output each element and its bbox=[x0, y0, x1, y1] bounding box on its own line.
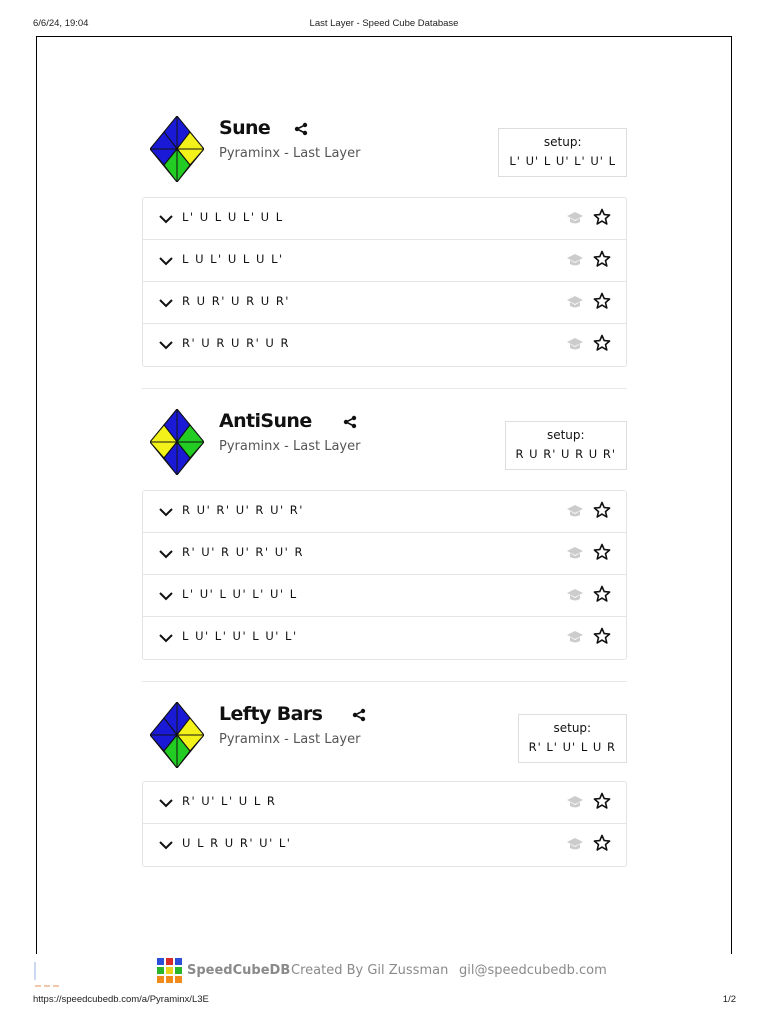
setup-box bbox=[518, 714, 627, 763]
star-icon[interactable] bbox=[593, 334, 611, 352]
setup-alg: L' U' L U' L' U' L bbox=[509, 154, 616, 168]
setup-box bbox=[498, 128, 627, 177]
graduation-cap-icon[interactable] bbox=[566, 795, 584, 809]
alg-text: U L R U R' U' L' bbox=[182, 836, 292, 850]
alg-row[interactable] bbox=[143, 824, 626, 866]
set-header bbox=[142, 116, 627, 186]
alg-list bbox=[142, 490, 627, 660]
print-page-number: 1/2 bbox=[722, 994, 736, 1005]
graduation-cap-icon[interactable] bbox=[566, 295, 584, 309]
graduation-cap-icon[interactable] bbox=[566, 630, 584, 644]
star-icon[interactable] bbox=[593, 250, 611, 268]
alg-set-antisune bbox=[142, 409, 627, 643]
graduation-cap-icon[interactable] bbox=[566, 211, 584, 225]
alg-text: R U' R' U' R U' R' bbox=[182, 503, 304, 517]
alg-row[interactable] bbox=[143, 198, 626, 240]
section-divider bbox=[142, 388, 627, 389]
alg-text: R' U' L' U L R bbox=[182, 794, 277, 808]
alg-row[interactable] bbox=[143, 282, 626, 324]
alg-row[interactable] bbox=[143, 575, 626, 617]
alg-row[interactable] bbox=[143, 324, 626, 366]
setup-label: setup: bbox=[546, 428, 585, 442]
alg-list bbox=[142, 781, 627, 867]
set-title: Lefty Bars bbox=[219, 703, 323, 725]
print-title: Last Layer - Speed Cube Database bbox=[309, 18, 459, 29]
star-icon[interactable] bbox=[593, 585, 611, 603]
chevron-down-icon[interactable] bbox=[159, 548, 173, 560]
speedcubedb-logo-icon[interactable] bbox=[157, 958, 182, 983]
alg-text: L U L' U L U L' bbox=[182, 252, 284, 266]
chevron-down-icon[interactable] bbox=[159, 297, 173, 309]
alg-set-sune bbox=[142, 116, 627, 350]
pyraminx-icon bbox=[150, 409, 204, 475]
chevron-down-icon[interactable] bbox=[159, 506, 173, 518]
chevron-down-icon[interactable] bbox=[159, 255, 173, 267]
alg-text: L' U' L U' L' U' L bbox=[182, 587, 298, 601]
print-header bbox=[0, 18, 768, 32]
star-icon[interactable] bbox=[593, 208, 611, 226]
alg-row[interactable] bbox=[143, 491, 626, 533]
alg-row[interactable] bbox=[143, 533, 626, 575]
alg-text: L U' L' U' L U' L' bbox=[182, 629, 298, 643]
chevron-down-icon[interactable] bbox=[159, 632, 173, 644]
setup-box bbox=[505, 421, 627, 470]
brand-credit: Created By Gil Zussman bbox=[291, 963, 449, 978]
alg-text: R' U' R U' R' U' R bbox=[182, 545, 304, 559]
set-header bbox=[142, 702, 627, 772]
setup-label: setup: bbox=[543, 135, 582, 149]
alg-row[interactable] bbox=[143, 782, 626, 824]
alg-text: R' U R U R' U R bbox=[182, 336, 290, 350]
graduation-cap-icon[interactable] bbox=[566, 546, 584, 560]
section-divider bbox=[142, 681, 627, 682]
graduation-cap-icon[interactable] bbox=[566, 504, 584, 518]
share-icon[interactable] bbox=[343, 415, 357, 429]
chevron-down-icon[interactable] bbox=[159, 590, 173, 602]
share-icon[interactable] bbox=[294, 122, 308, 136]
setup-alg: R' L' U' L U R bbox=[528, 740, 616, 754]
alg-text: R U R' U R U R' bbox=[182, 294, 290, 308]
star-icon[interactable] bbox=[593, 543, 611, 561]
star-icon[interactable] bbox=[593, 834, 611, 852]
star-icon[interactable] bbox=[593, 792, 611, 810]
pyraminx-icon bbox=[150, 702, 204, 768]
chevron-down-icon[interactable] bbox=[159, 797, 173, 809]
chevron-down-icon[interactable] bbox=[159, 339, 173, 351]
alg-row[interactable] bbox=[143, 617, 626, 659]
set-header bbox=[142, 409, 627, 479]
alg-row[interactable] bbox=[143, 240, 626, 282]
graduation-cap-icon[interactable] bbox=[566, 588, 584, 602]
alg-list bbox=[142, 197, 627, 367]
set-title: Sune bbox=[219, 117, 271, 139]
print-date: 6/6/24, 19:04 bbox=[33, 18, 89, 29]
star-icon[interactable] bbox=[593, 627, 611, 645]
brand-email-link[interactable]: gil@speedcubedb.com bbox=[459, 963, 607, 978]
star-icon[interactable] bbox=[593, 501, 611, 519]
graduation-cap-icon[interactable] bbox=[566, 337, 584, 351]
print-url: https://speedcubedb.com/a/Pyraminx/L3E bbox=[33, 994, 209, 1005]
pyraminx-icon bbox=[150, 116, 204, 182]
brand-name[interactable]: SpeedCubeDB bbox=[187, 963, 291, 978]
graduation-cap-icon[interactable] bbox=[566, 837, 584, 851]
setup-label: setup: bbox=[553, 721, 592, 735]
alg-text: L' U L U L' U L bbox=[182, 210, 284, 224]
alg-set-lefty-bars bbox=[142, 702, 627, 850]
star-icon[interactable] bbox=[593, 292, 611, 310]
share-icon[interactable] bbox=[352, 708, 366, 722]
crop-marks bbox=[33, 962, 63, 990]
set-title: AntiSune bbox=[219, 410, 312, 432]
chevron-down-icon[interactable] bbox=[159, 213, 173, 225]
setup-alg: R U R' U R U R' bbox=[515, 447, 616, 461]
set-subtitle: Pyraminx - Last Layer bbox=[219, 439, 361, 454]
set-subtitle: Pyraminx - Last Layer bbox=[219, 732, 361, 747]
graduation-cap-icon[interactable] bbox=[566, 253, 584, 267]
chevron-down-icon[interactable] bbox=[159, 839, 173, 851]
set-subtitle: Pyraminx - Last Layer bbox=[219, 146, 361, 161]
print-footer bbox=[0, 994, 768, 1008]
